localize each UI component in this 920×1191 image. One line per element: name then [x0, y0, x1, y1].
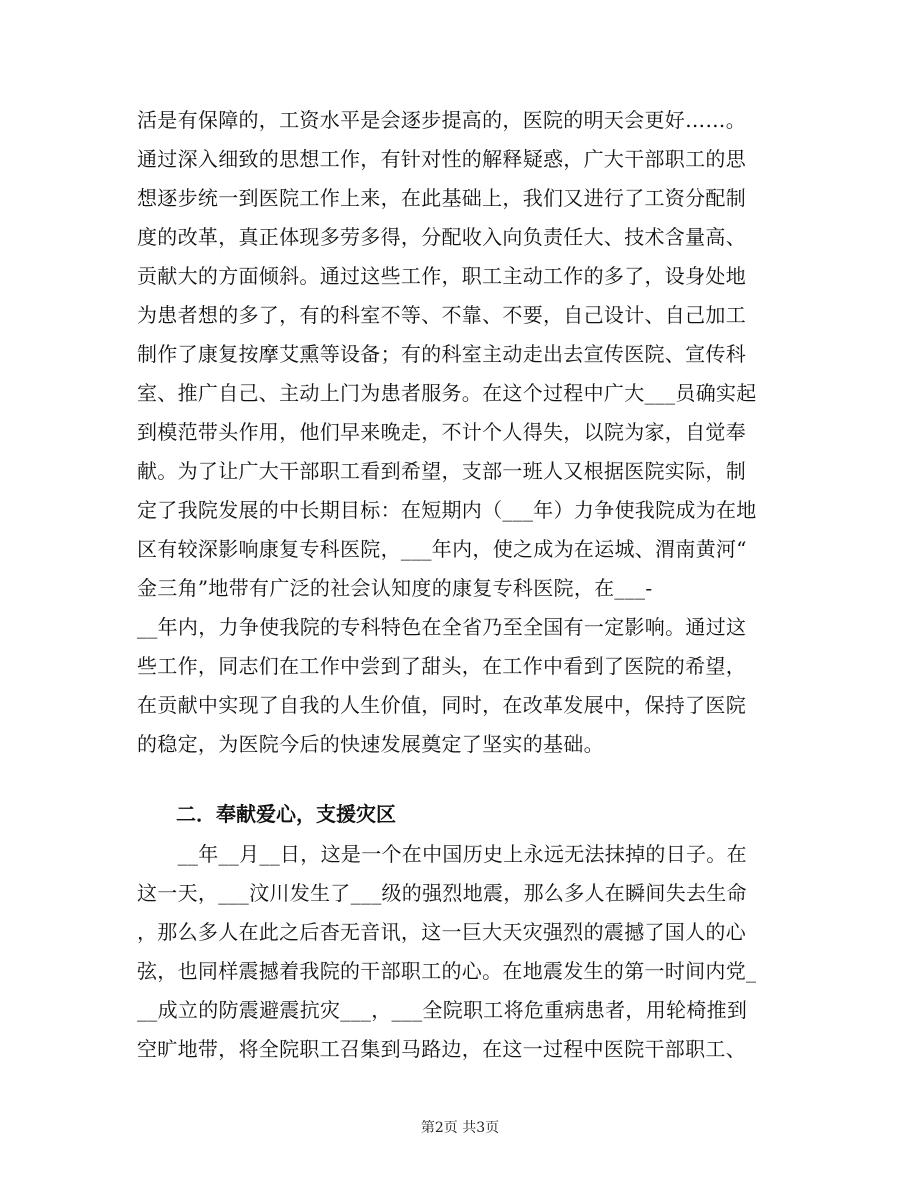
text-line: 室、推广自己、主动上门为患者服务。在这个过程中广大___员确实起 — [137, 381, 757, 405]
text-line: __成立的防震避震抗灾___，___全院职工将危重病患者，用轮椅推到 — [137, 998, 748, 1022]
text-line: ，那么多人在此之后杳无音讯，这一巨大天灾强烈的震撼了国人的心 — [137, 920, 746, 944]
text-line: 区有较深影响康复专科医院，___年内，使之成为在运城、渭南黄河“ — [137, 537, 747, 561]
text-line: 金三角”地带有广泛的社会认知度的康复专科医院，在___- — [137, 576, 653, 600]
text-line: 想逐步统一到医院工作上来，在此基础上，我们又进行了工资分配制 — [137, 186, 746, 210]
text-line: 活是有保障的，工资水平是会逐步提高的，医院的明天会更好……。 — [137, 108, 746, 132]
text-line: 为患者想的多了，有的科室不等、不靠、不要，自己设计、自己加工 — [137, 303, 746, 327]
text-line: 在贡献中实现了自我的人生价值，同时，在改革发展中，保持了医院 — [137, 693, 746, 717]
section-heading: 二．奉献爱心，支援灾区 — [176, 802, 396, 826]
page-number: 第2页 共3页 — [420, 1120, 500, 1136]
text-line: 些工作，同志们在工作中尝到了甜头，在工作中看到了医院的希望， — [137, 654, 746, 678]
text-line: __年内，力争使我院的专科特色在全省乃至全国有一定影响。通过这 — [137, 615, 747, 639]
text-line: 献。为了让广大干部职工看到希望，支部一班人又根据医院实际，制 — [137, 459, 746, 483]
text-line: 通过深入细致的思想工作，有针对性的解释疑惑，广大干部职工的思 — [137, 147, 746, 171]
text-line: 空旷地带，将全院职工召集到马路边，在这一过程中医院干部职工、 — [137, 1037, 746, 1061]
text-line: 贡献大的方面倾斜。通过这些工作，职工主动工作的多了，设身处地 — [137, 264, 746, 288]
text-line: 度的改革，真正体现多劳多得，分配收入向负责任大、技术含量高、 — [137, 225, 746, 249]
text-line: 定了我院发展的中长期目标：在短期内（___年）力争使我院成为在地 — [137, 498, 757, 522]
text-line: 弦，也同样震撼着我院的干部职工的心。在地震发生的第一时间内党_ — [137, 959, 757, 983]
text-line: __年__月__日，这是一个在中国历史上永远无法抹掉的日子。在 — [137, 842, 747, 866]
text-line: 制作了康复按摩艾熏等设备；有的科室主动走出去宣传医院、宣传科 — [137, 342, 746, 366]
text-line: 到模范带头作用，他们早来晚走，不计个人得失，以院为家，自觉奉 — [137, 420, 746, 444]
text-line: 的稳定，为医院今后的快速发展奠定了坚实的基础。 — [137, 732, 604, 756]
text-line: 这一天，___汶川发生了___级的强烈地震，那么多人在瞬间失去生命 — [137, 881, 747, 905]
